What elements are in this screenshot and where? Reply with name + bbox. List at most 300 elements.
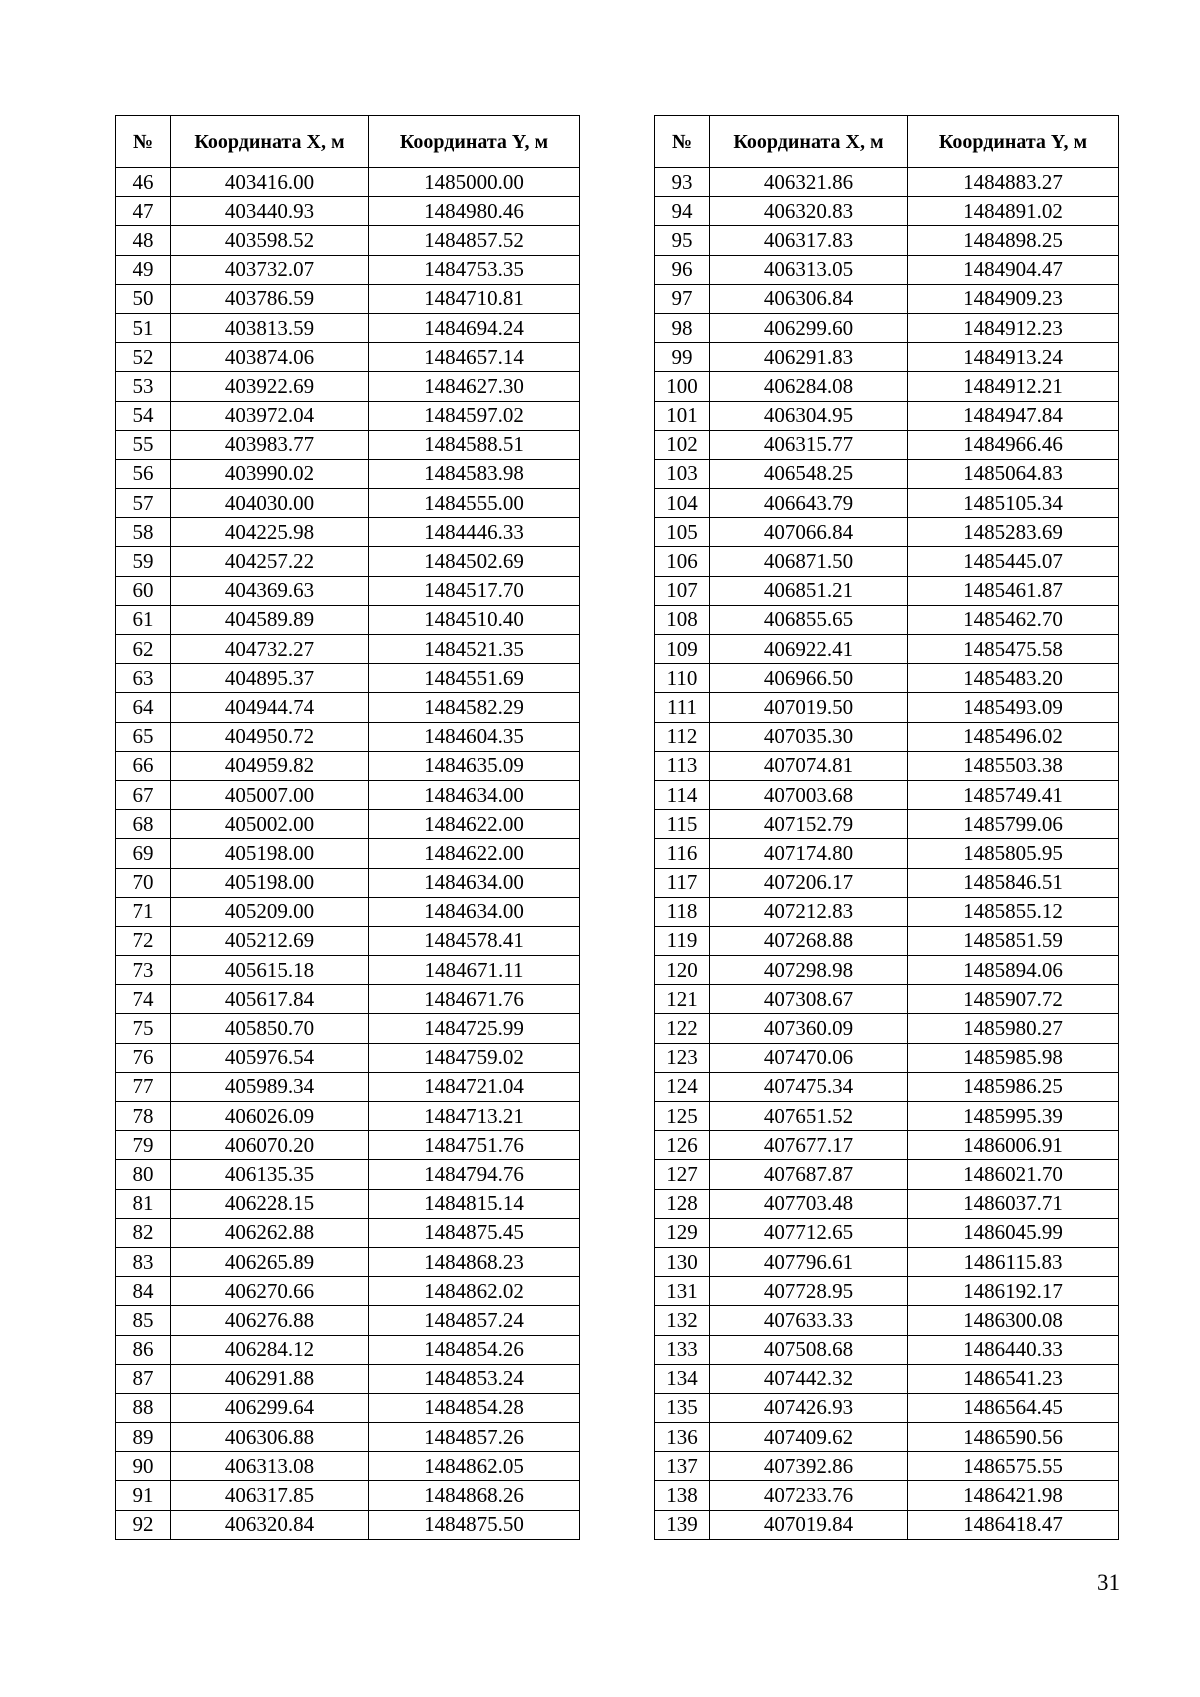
cell-coordinate-x: 407268.88 — [710, 926, 908, 955]
cell-coordinate-x: 405198.00 — [171, 868, 369, 897]
table-row — [655, 751, 1119, 780]
table-row — [116, 1014, 580, 1043]
cell-coordinate-x: 405212.69 — [171, 926, 369, 955]
cell-number: 76 — [116, 1043, 171, 1072]
cell-number: 112 — [655, 722, 710, 751]
table-row — [116, 897, 580, 926]
table-row — [116, 547, 580, 576]
table-header-row — [655, 116, 1119, 168]
table-row — [655, 897, 1119, 926]
cell-coordinate-x: 407360.09 — [710, 1014, 908, 1043]
cell-coordinate-x: 406291.88 — [171, 1364, 369, 1393]
table-row — [116, 1306, 580, 1335]
cell-coordinate-x: 407035.30 — [710, 722, 908, 751]
header-coordinate-y: Координата Y, м — [369, 116, 580, 168]
cell-coordinate-x: 407392.86 — [710, 1452, 908, 1481]
table-row — [116, 168, 580, 197]
cell-number: 95 — [655, 226, 710, 255]
header-coordinate-x: Координата Х, м — [171, 116, 369, 168]
cell-coordinate-y: 1486590.56 — [908, 1423, 1119, 1452]
cell-number: 100 — [655, 372, 710, 401]
cell-coordinate-x: 403416.00 — [171, 168, 369, 197]
cell-number: 123 — [655, 1043, 710, 1072]
cell-number: 86 — [116, 1335, 171, 1364]
cell-coordinate-y: 1484578.41 — [369, 926, 580, 955]
table-row — [655, 372, 1119, 401]
cell-coordinate-y: 1484912.21 — [908, 372, 1119, 401]
cell-number: 110 — [655, 664, 710, 693]
cell-coordinate-y: 1484854.26 — [369, 1335, 580, 1364]
cell-number: 109 — [655, 635, 710, 664]
cell-coordinate-x: 403874.06 — [171, 343, 369, 372]
cell-coordinate-y: 1484857.26 — [369, 1423, 580, 1452]
cell-number: 88 — [116, 1393, 171, 1422]
cell-coordinate-y: 1484868.23 — [369, 1247, 580, 1276]
cell-coordinate-y: 1484862.05 — [369, 1452, 580, 1481]
table-row — [655, 284, 1119, 313]
cell-coordinate-y: 1484904.47 — [908, 255, 1119, 284]
cell-coordinate-y: 1485846.51 — [908, 868, 1119, 897]
table-row — [655, 664, 1119, 693]
cell-coordinate-x: 404225.98 — [171, 518, 369, 547]
cell-coordinate-y: 1484909.23 — [908, 284, 1119, 313]
cell-coordinate-y: 1485461.87 — [908, 576, 1119, 605]
table-row — [655, 1306, 1119, 1335]
cell-coordinate-y: 1485493.09 — [908, 693, 1119, 722]
cell-number: 87 — [116, 1364, 171, 1393]
table-row — [655, 197, 1119, 226]
cell-coordinate-x: 405007.00 — [171, 780, 369, 809]
cell-coordinate-x: 407206.17 — [710, 868, 908, 897]
cell-number: 49 — [116, 255, 171, 284]
cell-coordinate-x: 406320.83 — [710, 197, 908, 226]
table-row — [116, 693, 580, 722]
cell-coordinate-x: 407703.48 — [710, 1189, 908, 1218]
cell-number: 135 — [655, 1393, 710, 1422]
table-row — [116, 664, 580, 693]
cell-coordinate-x: 406262.88 — [171, 1218, 369, 1247]
table-row — [116, 956, 580, 985]
table-row — [655, 1510, 1119, 1539]
table-row — [655, 839, 1119, 868]
cell-number: 98 — [655, 313, 710, 342]
cell-number: 81 — [116, 1189, 171, 1218]
cell-coordinate-y: 1484517.70 — [369, 576, 580, 605]
cell-coordinate-x: 406317.85 — [171, 1481, 369, 1510]
cell-number: 124 — [655, 1072, 710, 1101]
cell-coordinate-x: 403983.77 — [171, 430, 369, 459]
cell-number: 106 — [655, 547, 710, 576]
cell-coordinate-x: 407470.06 — [710, 1043, 908, 1072]
cell-number: 72 — [116, 926, 171, 955]
table-row — [116, 1043, 580, 1072]
table-row — [116, 1218, 580, 1247]
cell-coordinate-y: 1484597.02 — [369, 401, 580, 430]
cell-coordinate-y: 1486575.55 — [908, 1452, 1119, 1481]
cell-number: 63 — [116, 664, 171, 693]
cell-coordinate-x: 406643.79 — [710, 489, 908, 518]
table-row — [116, 1277, 580, 1306]
cell-number: 68 — [116, 810, 171, 839]
cell-number: 126 — [655, 1131, 710, 1160]
table-row — [116, 1335, 580, 1364]
table-row — [116, 1423, 580, 1452]
cell-coordinate-x: 405209.00 — [171, 897, 369, 926]
cell-number: 62 — [116, 635, 171, 664]
cell-coordinate-y: 1486541.23 — [908, 1364, 1119, 1393]
cell-coordinate-y: 1486115.83 — [908, 1247, 1119, 1276]
cell-coordinate-x: 406321.86 — [710, 168, 908, 197]
table-row — [116, 868, 580, 897]
cell-number: 133 — [655, 1335, 710, 1364]
cell-coordinate-x: 405198.00 — [171, 839, 369, 868]
cell-coordinate-y: 1486006.91 — [908, 1131, 1119, 1160]
cell-coordinate-y: 1485805.95 — [908, 839, 1119, 868]
cell-coordinate-y: 1484857.52 — [369, 226, 580, 255]
cell-coordinate-x: 407409.62 — [710, 1423, 908, 1452]
cell-number: 69 — [116, 839, 171, 868]
cell-coordinate-y: 1484966.46 — [908, 430, 1119, 459]
cell-number: 115 — [655, 810, 710, 839]
table-row — [655, 956, 1119, 985]
table-row — [655, 926, 1119, 955]
cell-coordinate-x: 405615.18 — [171, 956, 369, 985]
table-row — [116, 343, 580, 372]
table-row — [116, 605, 580, 634]
cell-coordinate-y: 1484862.02 — [369, 1277, 580, 1306]
cell-number: 108 — [655, 605, 710, 634]
cell-coordinate-y: 1486564.45 — [908, 1393, 1119, 1422]
cell-coordinate-x: 406306.88 — [171, 1423, 369, 1452]
cell-coordinate-y: 1485986.25 — [908, 1072, 1119, 1101]
cell-coordinate-y: 1484725.99 — [369, 1014, 580, 1043]
table-row — [655, 1218, 1119, 1247]
cell-number: 51 — [116, 313, 171, 342]
cell-number: 74 — [116, 985, 171, 1014]
table-row — [116, 284, 580, 313]
table-row — [655, 1335, 1119, 1364]
cell-coordinate-x: 404944.74 — [171, 693, 369, 722]
table-row — [655, 547, 1119, 576]
cell-coordinate-y: 1486300.08 — [908, 1306, 1119, 1335]
cell-number: 130 — [655, 1247, 710, 1276]
cell-coordinate-x: 406851.21 — [710, 576, 908, 605]
cell-coordinate-x: 406922.41 — [710, 635, 908, 664]
table-row — [116, 313, 580, 342]
cell-number: 131 — [655, 1277, 710, 1306]
cell-number: 64 — [116, 693, 171, 722]
cell-number: 91 — [116, 1481, 171, 1510]
cell-number: 80 — [116, 1160, 171, 1189]
cell-number: 50 — [116, 284, 171, 313]
cell-coordinate-x: 407442.32 — [710, 1364, 908, 1393]
cell-coordinate-y: 1484583.98 — [369, 459, 580, 488]
table-row — [655, 459, 1119, 488]
cell-coordinate-y: 1484713.21 — [369, 1102, 580, 1131]
table-body-left — [116, 168, 580, 1540]
table-row — [655, 985, 1119, 1014]
cell-number: 61 — [116, 605, 171, 634]
cell-number: 125 — [655, 1102, 710, 1131]
cell-coordinate-x: 407003.68 — [710, 780, 908, 809]
cell-number: 58 — [116, 518, 171, 547]
cell-coordinate-y: 1484710.81 — [369, 284, 580, 313]
cell-coordinate-y: 1485483.20 — [908, 664, 1119, 693]
cell-coordinate-x: 403813.59 — [171, 313, 369, 342]
cell-coordinate-y: 1484694.24 — [369, 313, 580, 342]
cell-coordinate-y: 1485985.98 — [908, 1043, 1119, 1072]
coordinates-table-left — [115, 115, 580, 1540]
cell-coordinate-y: 1486421.98 — [908, 1481, 1119, 1510]
header-number: № — [655, 116, 710, 168]
cell-coordinate-x: 406299.60 — [710, 313, 908, 342]
cell-coordinate-y: 1484875.50 — [369, 1510, 580, 1539]
header-coordinate-x: Координата Х, м — [710, 116, 908, 168]
cell-coordinate-x: 407728.95 — [710, 1277, 908, 1306]
cell-coordinate-x: 407152.79 — [710, 810, 908, 839]
cell-coordinate-x: 406026.09 — [171, 1102, 369, 1131]
cell-number: 60 — [116, 576, 171, 605]
table-row — [116, 926, 580, 955]
table-row — [116, 1364, 580, 1393]
cell-coordinate-x: 407508.68 — [710, 1335, 908, 1364]
cell-coordinate-y: 1484671.11 — [369, 956, 580, 985]
table-row — [655, 1423, 1119, 1452]
cell-coordinate-x: 403922.69 — [171, 372, 369, 401]
cell-coordinate-y: 1484502.69 — [369, 547, 580, 576]
cell-number: 127 — [655, 1160, 710, 1189]
cell-number: 99 — [655, 343, 710, 372]
cell-number: 121 — [655, 985, 710, 1014]
cell-coordinate-y: 1484604.35 — [369, 722, 580, 751]
cell-number: 113 — [655, 751, 710, 780]
table-row — [655, 1043, 1119, 1072]
table-row — [116, 372, 580, 401]
table-row — [655, 1247, 1119, 1276]
table-row — [116, 1160, 580, 1189]
cell-coordinate-y: 1484751.76 — [369, 1131, 580, 1160]
cell-coordinate-y: 1485907.72 — [908, 985, 1119, 1014]
cell-coordinate-y: 1485855.12 — [908, 897, 1119, 926]
cell-number: 119 — [655, 926, 710, 955]
cell-coordinate-y: 1484794.76 — [369, 1160, 580, 1189]
table-row — [116, 226, 580, 255]
table-row — [116, 810, 580, 839]
cell-coordinate-x: 406284.08 — [710, 372, 908, 401]
cell-number: 47 — [116, 197, 171, 226]
table-row — [655, 1102, 1119, 1131]
cell-coordinate-y: 1484753.35 — [369, 255, 580, 284]
cell-coordinate-y: 1484582.29 — [369, 693, 580, 722]
cell-number: 107 — [655, 576, 710, 605]
cell-coordinate-y: 1484912.23 — [908, 313, 1119, 342]
table-row — [116, 1131, 580, 1160]
table-header-row — [116, 116, 580, 168]
table-row — [655, 313, 1119, 342]
table-row — [655, 635, 1119, 664]
cell-number: 97 — [655, 284, 710, 313]
table-row — [116, 576, 580, 605]
cell-coordinate-y: 1484634.00 — [369, 868, 580, 897]
cell-coordinate-x: 406291.83 — [710, 343, 908, 372]
table-row — [655, 401, 1119, 430]
cell-number: 71 — [116, 897, 171, 926]
cell-coordinate-y: 1484947.84 — [908, 401, 1119, 430]
cell-coordinate-y: 1484721.04 — [369, 1072, 580, 1101]
table-row — [655, 343, 1119, 372]
cell-coordinate-x: 406548.25 — [710, 459, 908, 488]
cell-coordinate-x: 407074.81 — [710, 751, 908, 780]
cell-number: 94 — [655, 197, 710, 226]
cell-number: 57 — [116, 489, 171, 518]
cell-coordinate-y: 1485496.02 — [908, 722, 1119, 751]
cell-coordinate-x: 406317.83 — [710, 226, 908, 255]
cell-number: 77 — [116, 1072, 171, 1101]
table-row — [116, 1481, 580, 1510]
table-row — [116, 1102, 580, 1131]
cell-coordinate-y: 1484555.00 — [369, 489, 580, 518]
table-row — [655, 430, 1119, 459]
cell-coordinate-x: 407212.83 — [710, 897, 908, 926]
cell-coordinate-y: 1484883.27 — [908, 168, 1119, 197]
cell-coordinate-y: 1485980.27 — [908, 1014, 1119, 1043]
table-row — [116, 401, 580, 430]
cell-number: 90 — [116, 1452, 171, 1481]
cell-number: 89 — [116, 1423, 171, 1452]
table-row — [655, 868, 1119, 897]
cell-number: 46 — [116, 168, 171, 197]
cell-number: 137 — [655, 1452, 710, 1481]
cell-coordinate-y: 1484635.09 — [369, 751, 580, 780]
cell-number: 128 — [655, 1189, 710, 1218]
table-row — [655, 226, 1119, 255]
table-row — [116, 751, 580, 780]
cell-coordinate-x: 403786.59 — [171, 284, 369, 313]
cell-number: 65 — [116, 722, 171, 751]
table-row — [116, 1393, 580, 1422]
cell-coordinate-x: 407174.80 — [710, 839, 908, 868]
cell-number: 54 — [116, 401, 171, 430]
table-row — [655, 605, 1119, 634]
cell-coordinate-y: 1484622.00 — [369, 839, 580, 868]
cell-coordinate-x: 406299.64 — [171, 1393, 369, 1422]
cell-coordinate-x: 406070.20 — [171, 1131, 369, 1160]
cell-coordinate-x: 406276.88 — [171, 1306, 369, 1335]
cell-coordinate-x: 406320.84 — [171, 1510, 369, 1539]
coordinates-table-right — [654, 115, 1119, 1540]
cell-number: 120 — [655, 956, 710, 985]
table-row — [655, 1131, 1119, 1160]
table-row — [116, 255, 580, 284]
cell-coordinate-x: 405002.00 — [171, 810, 369, 839]
cell-number: 67 — [116, 780, 171, 809]
cell-number: 101 — [655, 401, 710, 430]
cell-number: 83 — [116, 1247, 171, 1276]
cell-coordinate-y: 1484657.14 — [369, 343, 580, 372]
cell-coordinate-x: 407066.84 — [710, 518, 908, 547]
cell-coordinate-y: 1484857.24 — [369, 1306, 580, 1335]
table-row — [116, 635, 580, 664]
table-row — [655, 1364, 1119, 1393]
cell-coordinate-y: 1484853.24 — [369, 1364, 580, 1393]
table-row — [655, 1072, 1119, 1101]
cell-coordinate-x: 405976.54 — [171, 1043, 369, 1072]
table-row — [116, 459, 580, 488]
cell-number: 73 — [116, 956, 171, 985]
cell-coordinate-x: 407019.84 — [710, 1510, 908, 1539]
cell-coordinate-x: 406304.95 — [710, 401, 908, 430]
table-row — [655, 518, 1119, 547]
cell-coordinate-x: 406228.15 — [171, 1189, 369, 1218]
cell-number: 75 — [116, 1014, 171, 1043]
cell-coordinate-x: 406855.65 — [710, 605, 908, 634]
header-number: № — [116, 116, 171, 168]
cell-coordinate-y: 1484868.26 — [369, 1481, 580, 1510]
cell-coordinate-x: 404950.72 — [171, 722, 369, 751]
cell-coordinate-x: 406315.77 — [710, 430, 908, 459]
table-row — [655, 1189, 1119, 1218]
cell-coordinate-x: 404257.22 — [171, 547, 369, 576]
cell-number: 102 — [655, 430, 710, 459]
page-number: 31 — [1097, 1570, 1120, 1595]
cell-number: 139 — [655, 1510, 710, 1539]
cell-coordinate-x: 404589.89 — [171, 605, 369, 634]
cell-coordinate-x: 404030.00 — [171, 489, 369, 518]
cell-coordinate-y: 1484446.33 — [369, 518, 580, 547]
table-row — [655, 576, 1119, 605]
cell-coordinate-x: 407796.61 — [710, 1247, 908, 1276]
cell-number: 93 — [655, 168, 710, 197]
cell-number: 111 — [655, 693, 710, 722]
cell-number: 53 — [116, 372, 171, 401]
cell-coordinate-x: 404732.27 — [171, 635, 369, 664]
table-row — [655, 1452, 1119, 1481]
cell-coordinate-y: 1485445.07 — [908, 547, 1119, 576]
cell-coordinate-y: 1485799.06 — [908, 810, 1119, 839]
cell-coordinate-y: 1485851.59 — [908, 926, 1119, 955]
cell-coordinate-y: 1486037.71 — [908, 1189, 1119, 1218]
cell-coordinate-x: 407233.76 — [710, 1481, 908, 1510]
cell-coordinate-y: 1486418.47 — [908, 1510, 1119, 1539]
table-row — [116, 489, 580, 518]
cell-number: 138 — [655, 1481, 710, 1510]
cell-number: 134 — [655, 1364, 710, 1393]
table-row — [655, 810, 1119, 839]
cell-number: 48 — [116, 226, 171, 255]
cell-coordinate-y: 1484671.76 — [369, 985, 580, 1014]
cell-number: 82 — [116, 1218, 171, 1247]
cell-coordinate-x: 404369.63 — [171, 576, 369, 605]
table-row — [655, 693, 1119, 722]
cell-number: 55 — [116, 430, 171, 459]
cell-coordinate-x: 407633.33 — [710, 1306, 908, 1335]
table-row — [116, 839, 580, 868]
table-row — [116, 1452, 580, 1481]
table-row — [116, 518, 580, 547]
cell-coordinate-x: 406265.89 — [171, 1247, 369, 1276]
table-row — [116, 1247, 580, 1276]
cell-coordinate-x: 407677.17 — [710, 1131, 908, 1160]
table-body-right — [655, 168, 1119, 1540]
table-row — [655, 489, 1119, 518]
cell-coordinate-x: 406966.50 — [710, 664, 908, 693]
table-row — [116, 1510, 580, 1539]
cell-coordinate-y: 1484980.46 — [369, 197, 580, 226]
table-row — [116, 197, 580, 226]
cell-coordinate-x: 407298.98 — [710, 956, 908, 985]
cell-number: 70 — [116, 868, 171, 897]
table-row — [655, 780, 1119, 809]
